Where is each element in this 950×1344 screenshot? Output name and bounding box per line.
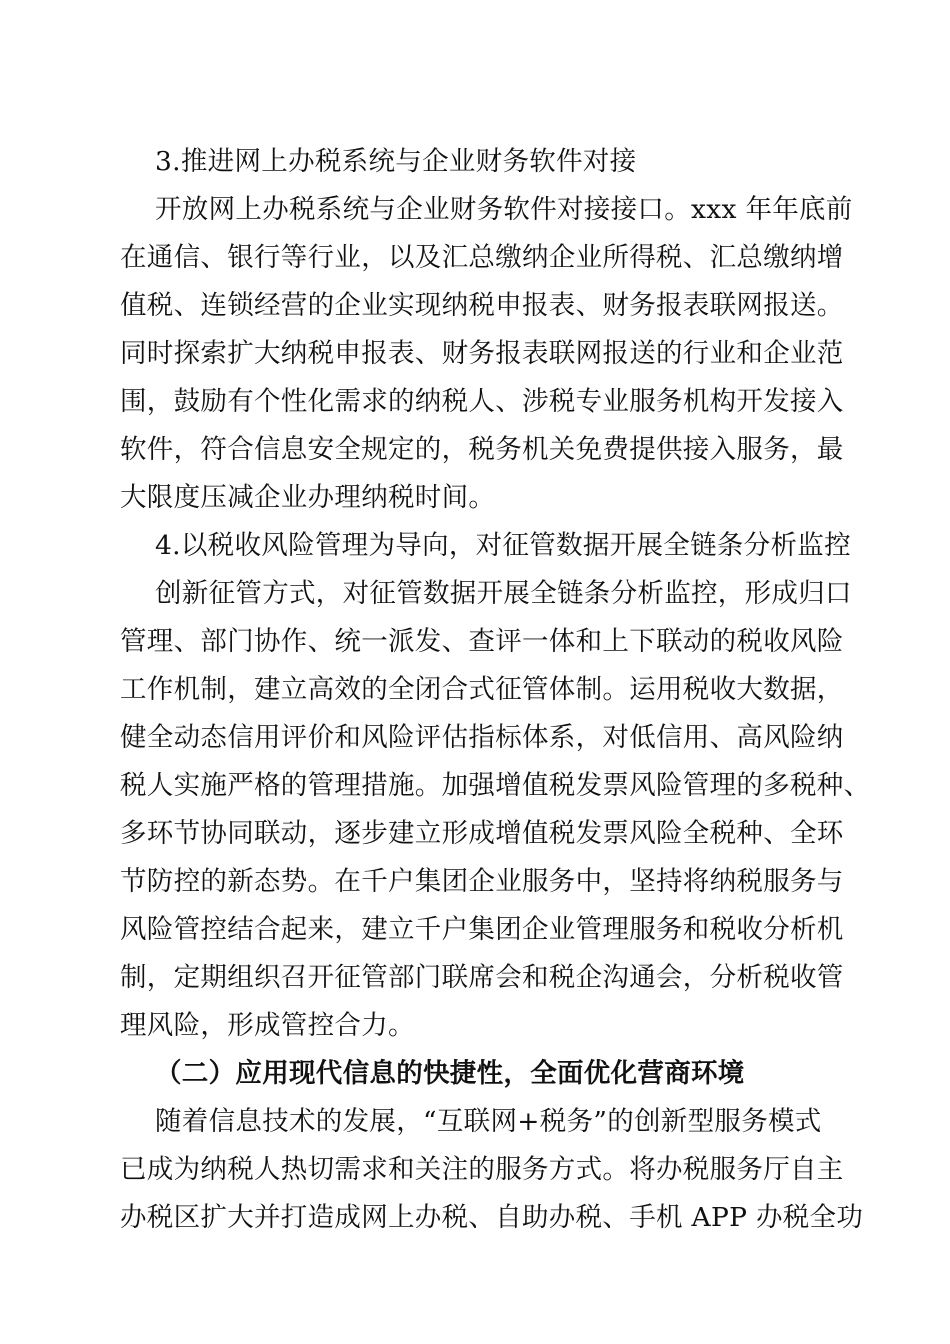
paragraph-line: 已成为纳税人热切需求和关注的服务方式。将办税服务厅自主 — [120, 1154, 844, 1185]
subheading-4: 4.以税收风险管理为导向，对征管数据开展全链条分析监控 — [155, 530, 851, 561]
paragraph-line: 制，定期组织召开征管部门联席会和税企沟通会，分析税收管 — [120, 962, 844, 993]
paragraph-line: 同时探索扩大纳税申报表、财务报表联网报送的行业和企业范 — [120, 338, 844, 369]
paragraph-line: 值税、连锁经营的企业实现纳税申报表、财务报表联网报送。 — [120, 290, 844, 321]
section-heading-2: （二）应用现代信息的快捷性，全面优化营商环境 — [155, 1058, 745, 1089]
paragraph-line: 软件，符合信息安全规定的，税务机关免费提供接入服务，最 — [120, 434, 844, 465]
paragraph-line: 管理、部门协作、统一派发、查评一体和上下联动的税收风险 — [120, 626, 844, 657]
paragraph-line: 健全动态信用评价和风险评估指标体系，对低信用、高风险纳 — [120, 722, 844, 753]
paragraph-line: 节防控的新态势。在千户集团企业服务中，坚持将纳税服务与 — [120, 866, 844, 897]
paragraph-line: 多环节协同联动，逐步建立形成增值税发票风险全税种、全环 — [120, 818, 844, 849]
paragraph-line: 随着信息技术的发展，“互联网+税务”的创新型服务模式 — [155, 1106, 822, 1137]
paragraph-line: 工作机制，建立高效的全闭合式征管体制。运用税收大数据， — [120, 674, 844, 705]
paragraph-line: 创新征管方式，对征管数据开展全链条分析监控，形成归口 — [155, 578, 852, 609]
paragraph-line: 办税区扩大并打造成网上办税、自助办税、手机 APP 办税全功 — [120, 1202, 864, 1233]
paragraph-line: 开放网上办税系统与企业财务软件对接接口。xxx 年年底前 — [155, 194, 853, 225]
paragraph-line: 理风险，形成管控合力。 — [120, 1010, 415, 1041]
paragraph-line: 大限度压减企业办理纳税时间。 — [120, 482, 496, 513]
paragraph-line: 风险管控结合起来，建立千户集团企业管理服务和税收分析机 — [120, 914, 844, 945]
subheading-3: 3.推进网上办税系统与企业财务软件对接 — [155, 146, 637, 177]
paragraph-line: 在通信、银行等行业，以及汇总缴纳企业所得税、汇总缴纳增 — [120, 242, 844, 273]
paragraph-line: 税人实施严格的管理措施。加强增值税发票风险管理的多税种、 — [120, 770, 871, 801]
paragraph-line: 围，鼓励有个性化需求的纳税人、涉税专业服务机构开发接入 — [120, 386, 844, 417]
